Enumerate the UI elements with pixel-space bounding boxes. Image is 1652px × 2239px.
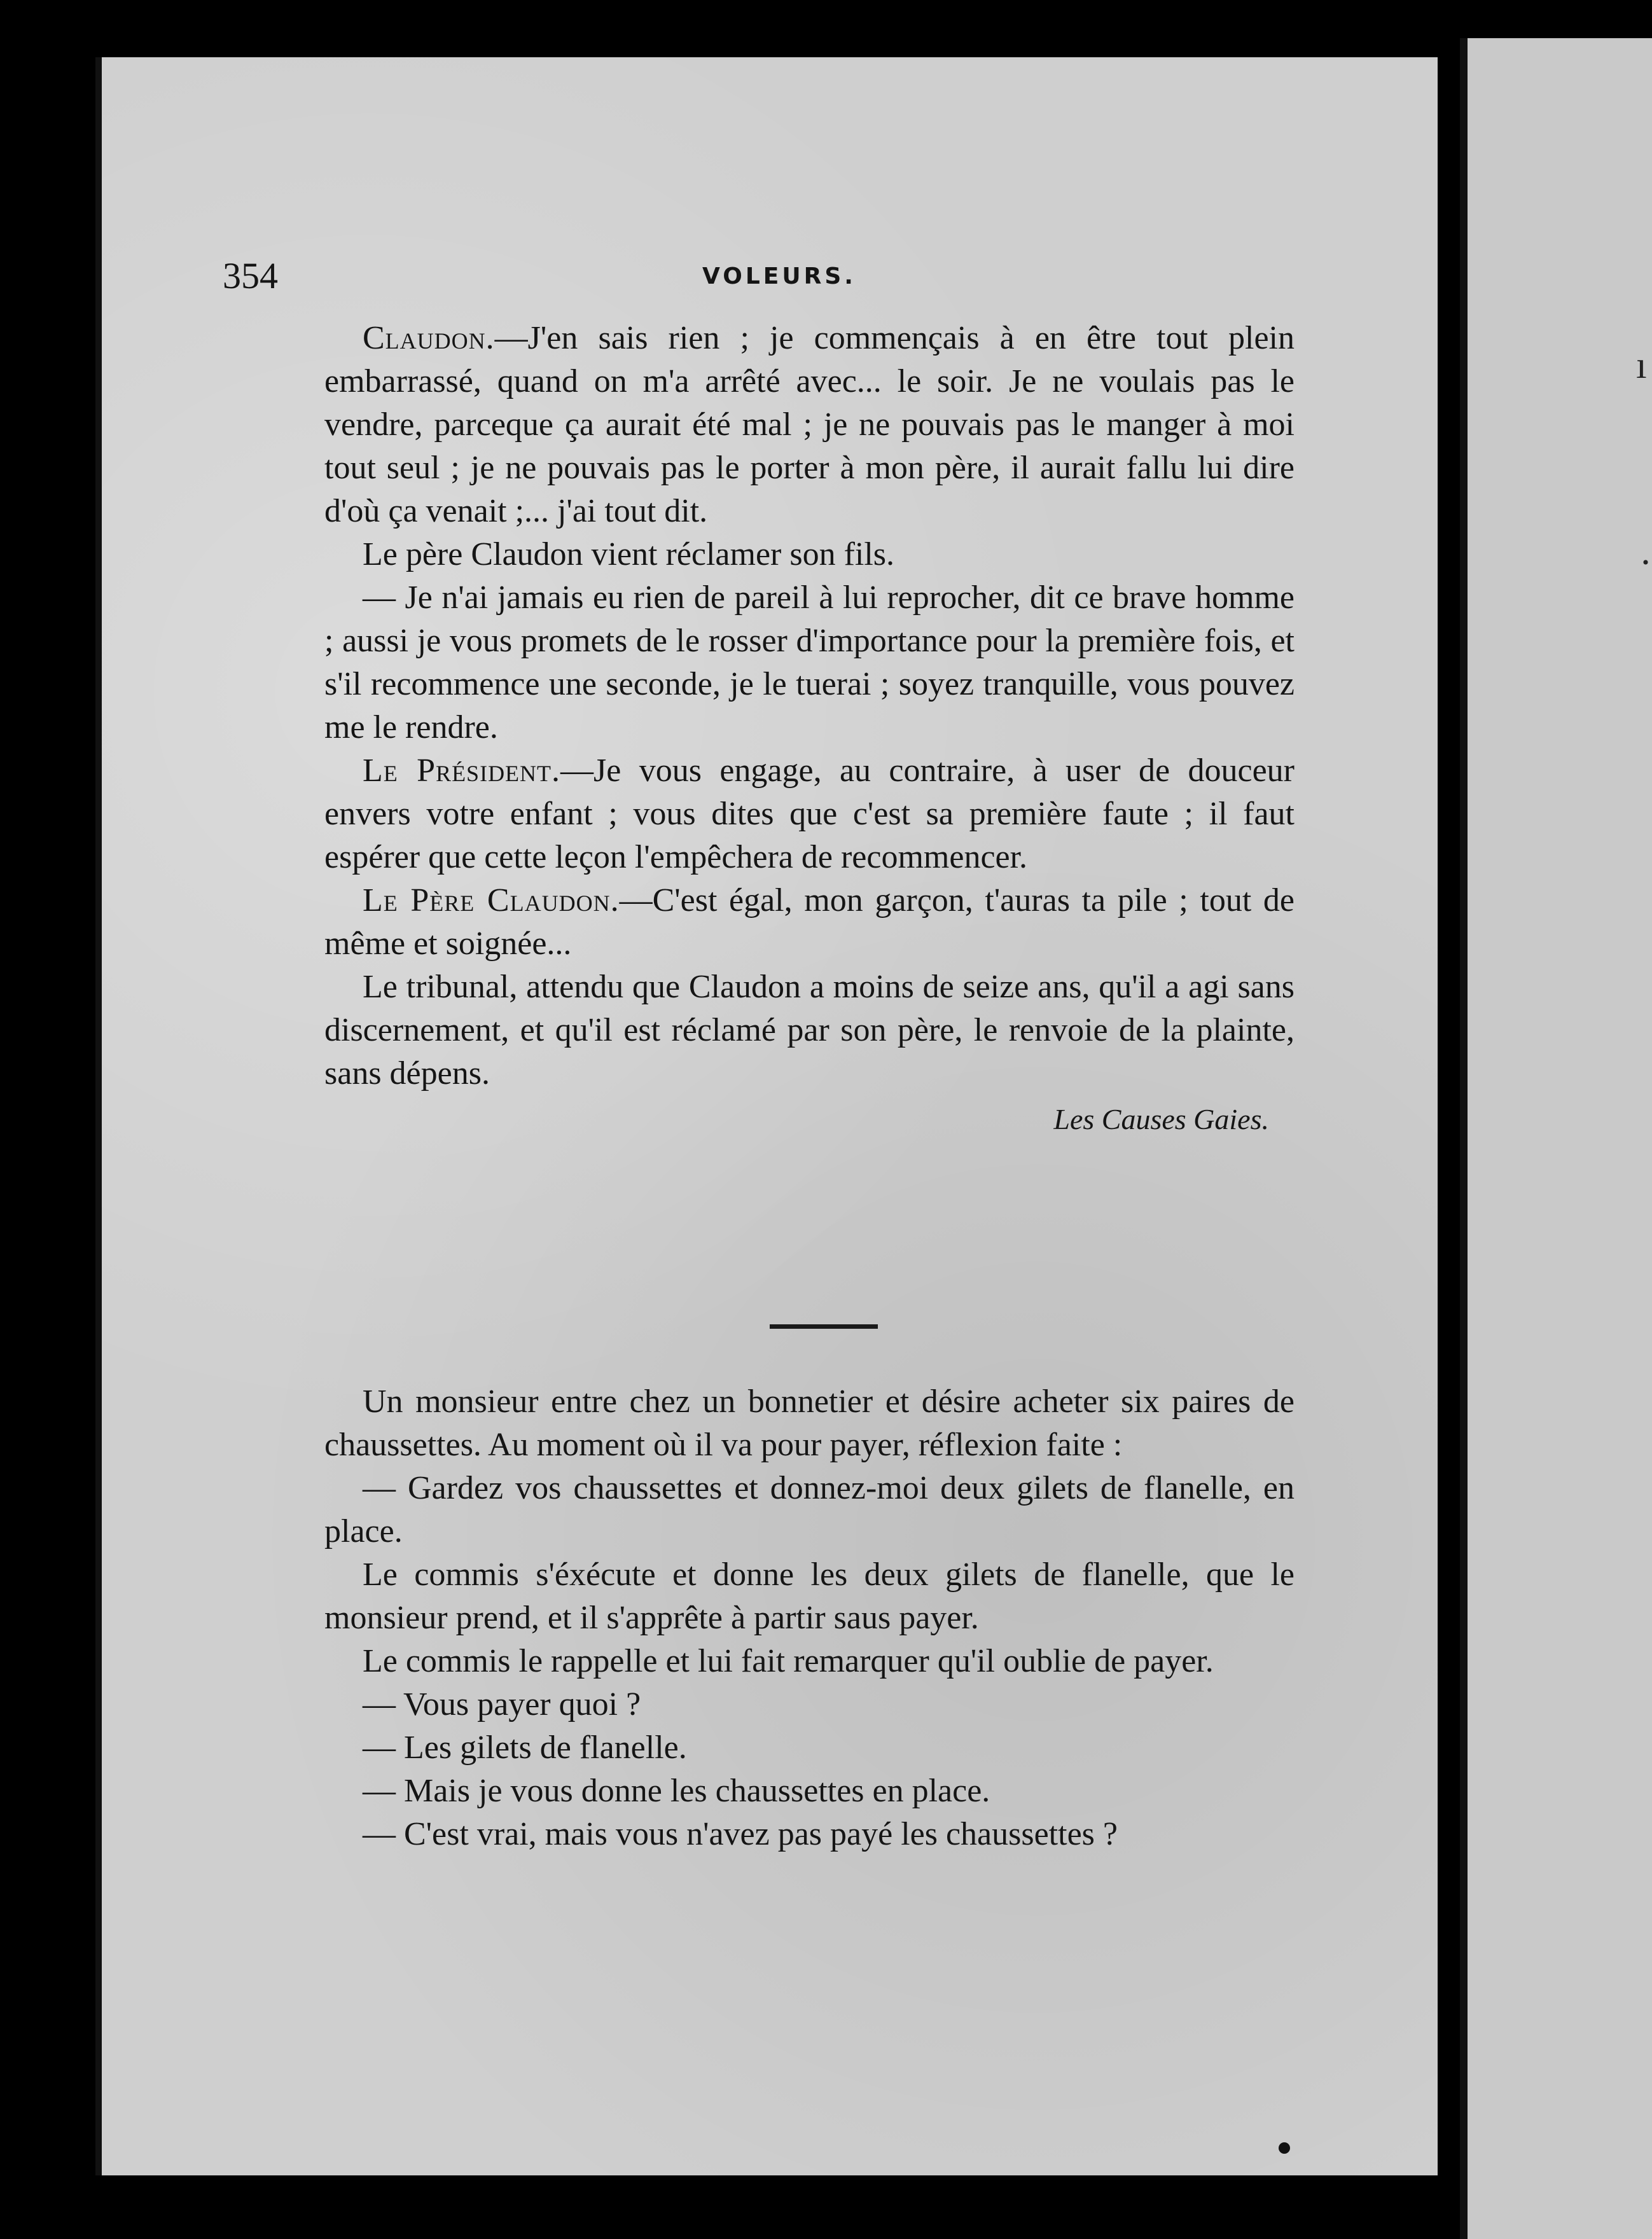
speaker-name: Le Président. — [363, 752, 561, 789]
dialogue-line: — Mais je vous donne les chaussettes en place. — [363, 1773, 990, 1809]
speaker-name: Claudon. — [363, 320, 495, 356]
dialogue-line: — Les gilets de flanelle. — [363, 1730, 687, 1766]
paragraph: Le père Claudon vient réclamer son fils. — [363, 536, 895, 572]
story-claudon — [324, 317, 1295, 1141]
paragraph: — Je n'ai jamais eu rien de pareil à lui reprocher, dit ce brave homme ; aussi je vous promets de le rosser d'importance pour la première fois, et s'il recommence une seconde, je le tuerai ; soyez tranquille, vous pouvez me le rendre. — [324, 579, 1295, 745]
paragraph — [324, 317, 1295, 533]
ink-spot — [1279, 2142, 1290, 2154]
margin-mark: · — [1639, 541, 1652, 583]
speech-text: —C'est égal, mon garçon, t'auras ta pile ; tout de même et soignée... — [324, 882, 1295, 962]
speaker-name: Le Père Claudon. — [363, 882, 620, 918]
paragraph — [324, 879, 1295, 966]
paragraph: — Gardez vos chaussettes et donnez-moi deux gilets de flanelle, en place. — [324, 1470, 1295, 1549]
paragraph — [324, 749, 1295, 879]
adjacent-page-strip — [1460, 38, 1652, 2239]
paragraph: Le tribunal, attendu que Claudon a moins de seize ans, qu'il a agi sans discernement, et qu'il est réclamé par son père, le renvoie de la plainte, sans dépens. — [324, 969, 1295, 1092]
paragraph: Le commis le rappelle et lui fait remarquer qu'il oublie de payer. — [363, 1643, 1214, 1679]
dialogue-line: — Vous payer quoi ? — [363, 1686, 641, 1723]
paragraph: Le commis s'éxécute et donne les deux gilets de flanelle, que le monsieur prend, et il s'apprête à partir saus payer. — [324, 1556, 1295, 1636]
speech-text: —J'en sais rien ; je commençais à en être tout plein embarrassé, quand on m'a arrêté avec... le soir. Je ne voulais pas le vendre, parceque ça aurait été mal ; je ne pouvais pas le manger à moi tout seul ; je ne pouvais pas le porter à mon père, il aurait fallu lui dire d'où ça venait ;... j'ai tout dit. — [324, 320, 1295, 529]
speech-text: —Je vous engage, au contraire, à user de douceur envers votre enfant ; vous dites que c'est sa première faute ; il faut espérer que cette leçon l'empêchera de recommencer. — [324, 752, 1295, 875]
dialogue-line: — C'est vrai, mais vous n'avez pas payé les chaussettes ? — [363, 1816, 1118, 1852]
source-attribution: Les Causes Gaies. — [1053, 1103, 1269, 1135]
paragraph: Un monsieur entre chez un bonnetier et désire acheter six paires de chaussettes. Au moment où il va pour payer, réflexion faite : — [324, 1383, 1295, 1463]
page-number: 354 — [223, 255, 278, 296]
story-bonnetier — [324, 1380, 1295, 1856]
section-divider — [770, 1324, 878, 1329]
section-title: VOLEURS. — [702, 263, 856, 289]
running-head — [223, 254, 1336, 305]
margin-mark: ı — [1636, 344, 1647, 386]
